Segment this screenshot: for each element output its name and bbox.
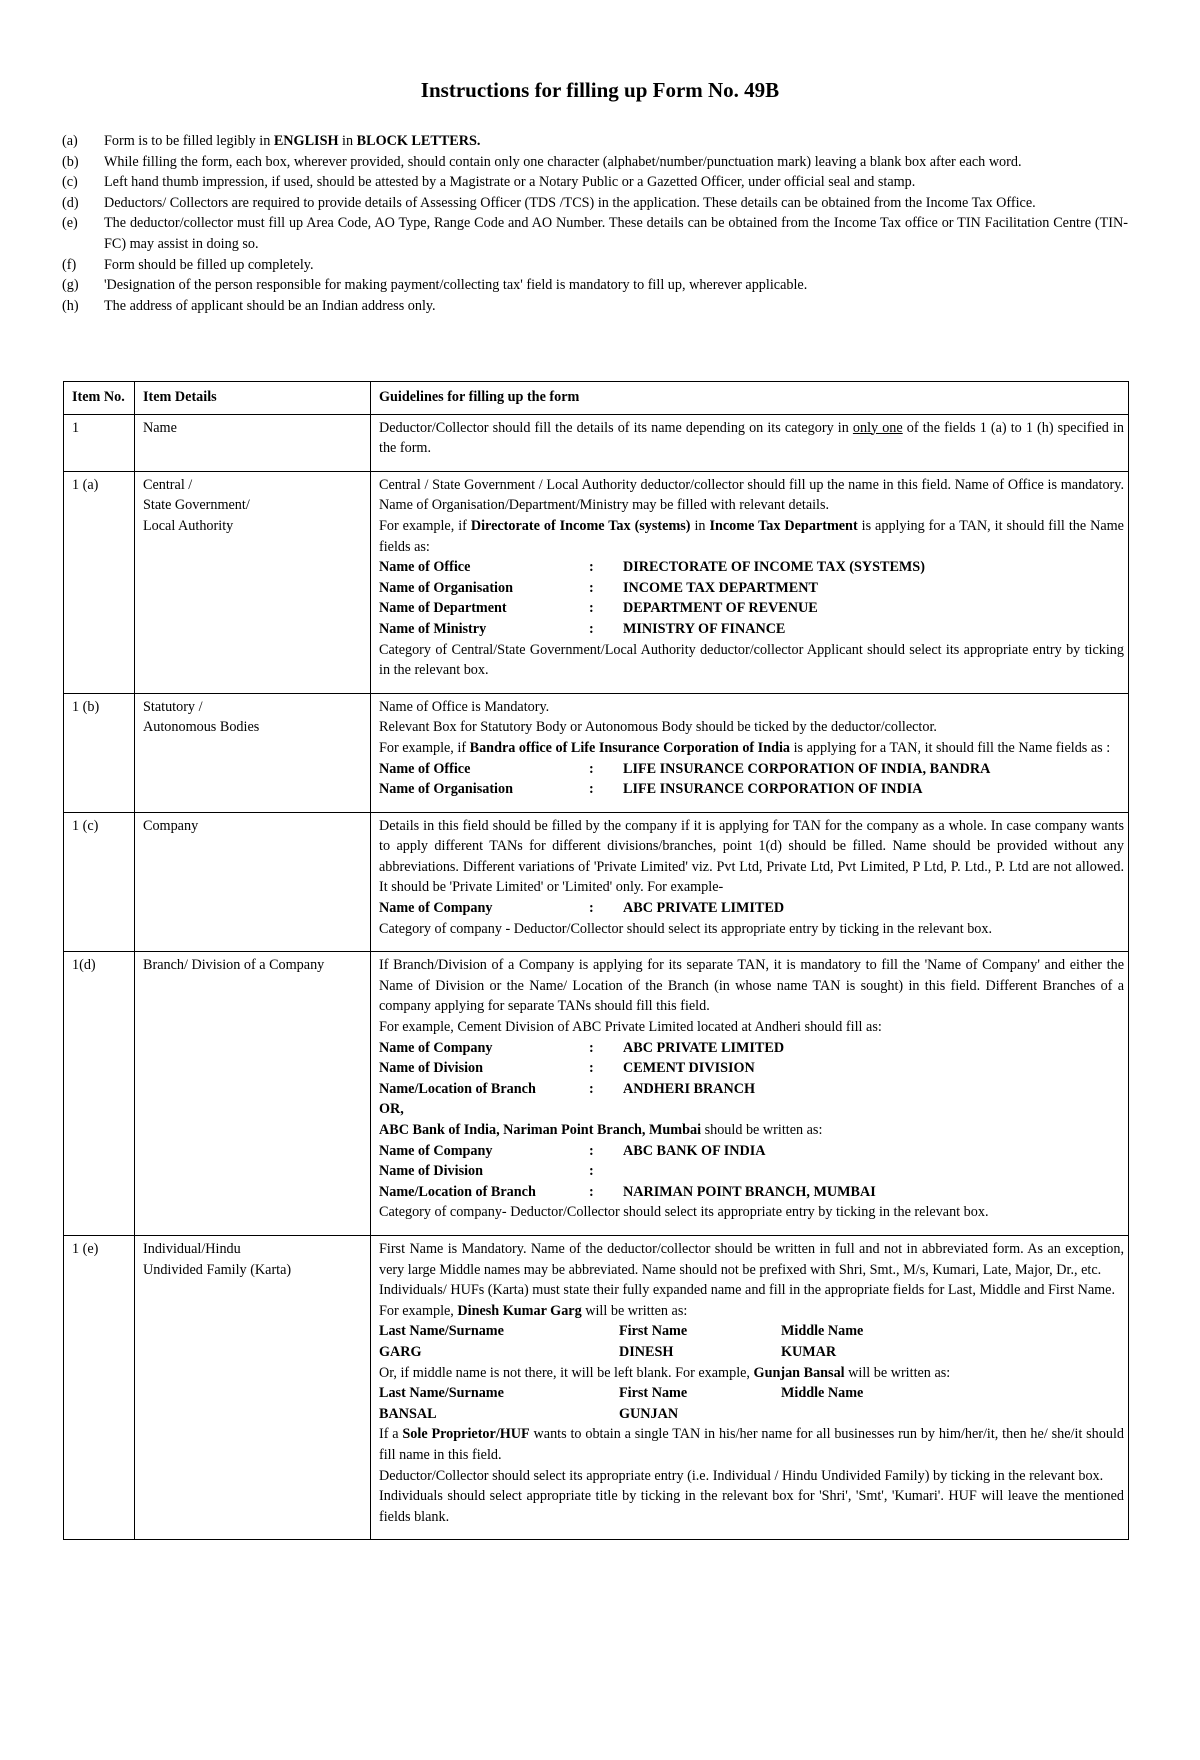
table-row: 1 Name Deductor/Collector should fill the details of its name depending on its category in only one of the fields 1 (a) to 1 (h) specified in the form. — [64, 414, 1129, 471]
instruction-item: (a) Form is to be filled legibly in ENGLISH in BLOCK LETTERS. — [62, 133, 481, 149]
instruction-item: (g) 'Designation of the person responsible for making payment/collecting tax' field is mandatory to fill up, wherever applicable. — [62, 277, 808, 294]
table-row: 1 (c) Company Details in this field should be filled by the company if it is applying for TAN for the company as a whole. In case company wants to apply different TANs for different divisions/branches, point 1(d) should be filled. Name should be provided without any abbreviations. Different variations of 'Private Limited' viz. Pvt Ltd, Private Ltd, Pvt Limited, P Ltd, P. Ltd., P. Ltd are not allowed. It should be 'Private Limited' or 'Limited' only. For example- Name of Company : ABC PRIVATE LIMITED Category of company - Deductor/Collector should select its appropriate entry by ticking in the relevant box. — [64, 812, 1129, 952]
table-row: 1 (e) Individual/Hindu Undivided Family (Karta) First Name is Mandatory. Name of the deductor/collector should be written in full and not in abbreviated form. As an exception, very large Middle names may be abbreviated. Name should not be prefixed with Shri, Smt., M/s, Kumari, Late, Major, Dr., etc. Individuals/ HUFs (Karta) must state their fully expanded name and fill in the appropriate fields for Last, Middle and First Name. For example, Dinesh Kumar Garg will be written as: Last Name/Surname First Name Middle Name GARG DINESH KUMAR Or, if middle name is not there, it will be left blank. For example, Gunjan Bansal will be written as: Last Name/Surname First Name Middle Name BANSAL GUNJAN If a Sole Proprietor/HUF wants to obtain a single TAN in his/her name for all businesses run by him/her/it, then he/ she/it should fill name in this field. Deductor/Collector should select its appropriate entry (i.e. Individual / Hindu Undivided Family) by ticking in the relevant box. Individuals should select appropriate title by ticking in the relevant box for 'Shri', 'Smt', 'Kumari'. HUF will leave the mentioned fields blank. — [64, 1235, 1129, 1539]
page-title: Instructions for filling up Form No. 49B — [420, 78, 780, 102]
instruction-item: (c) Left hand thumb impression, if used, should be attested by a Magistrate or a Notary Public or a Gazetted Officer, under official seal and stamp. — [62, 174, 916, 191]
instruction-item: (d) Deductors/ Collectors are required to provide details of Assessing Officer (TDS /TCS) in the application. These details can be obtained from the Income Tax Office. — [62, 194, 1036, 211]
table-row: 1 (b) Statutory / Autonomous Bodies Name of Office is Mandatory. Relevant Box for Statutory Body or Autonomous Body should be ticked by the deductor/collector. For example, if Bandra office of Life Insurance Corporation of India is applying for a TAN, it should fill the Name fields as : Name of Office : LIFE INSURANCE CORPORATION OF INDIA, BANDRA Name of Organisation : LIFE INSURANCE CORPORATION OF INDIA — [64, 693, 1129, 812]
instruction-item: (e) The deductor/collector must fill up Area Code, AO Type, Range Code and AO Number. These details can be obtained from the Income Tax office or TIN Facilitation Centre (TIN-FC) may assist in doing so. — [62, 215, 1128, 252]
table-row: 1 (a) Central / State Government/ Local Authority Central / State Government / Local Authority deductor/collector should fill up the name in this field. Name of Office is mandatory. Name of Organisation/Department/Ministry may be filled with relevant details. For example, if Directorate of Income Tax (systems) in Income Tax Department is applying for a TAN, it should fill the Name fields as: Name of Office : DIRECTORATE OF INCOME TAX (SYSTEMS) Name of Organisation : INCOME TAX DEPARTMENT Name of Department : DEPARTMENT OF REVENUE Name of Ministry : MINISTRY OF FINANCE Category of Central/State Government/Local Authority deductor/collector Applicant should select its appropriate entry by ticking in the relevant box. — [64, 471, 1129, 693]
instruction-item: (h) The address of applicant should be an Indian address only. — [62, 297, 436, 314]
instruction-item: (f) Form should be filled up completely. — [62, 256, 314, 273]
instruction-item: (b) While filling the form, each box, wherever provided, should contain only one character (alphabet/number/punctuation mark) leaving a blank box after each word. — [62, 153, 1022, 170]
table-header-row — [64, 382, 1129, 415]
header-item-no: Item No. — [64, 382, 135, 415]
header-guidelines: Guidelines for filling up the form — [371, 382, 1129, 415]
instructions-list — [62, 131, 1128, 316]
header-item-details: Item Details — [135, 382, 371, 415]
table-row: 1(d) Branch/ Division of a Company If Branch/Division of a Company is applying for its separate TAN, it is mandatory to fill the 'Name of Company' and either the Name of Division or the Name/ Location of the Branch (in whose name TAN is sought) in this field. Different Branches of a company applying for separate TANs should fill this field. For example, Cement Division of ABC Private Limited located at Andheri should fill as: Name of Company : ABC PRIVATE LIMITED Name of Division : CEMENT DIVISION Name/Location of Branch : ANDHERI BRANCH OR, ABC Bank of India, Nariman Point Branch, Mumbai should be written as: Name of Company : ABC BANK OF INDIA Name of Division : Name/Location of Branch : NARIMAN POINT BRANCH, MUMBAI Category of company- Deductor/Collector should select its appropriate entry by ticking in the relevant box. — [64, 952, 1129, 1236]
guidelines-table — [63, 381, 1129, 1540]
